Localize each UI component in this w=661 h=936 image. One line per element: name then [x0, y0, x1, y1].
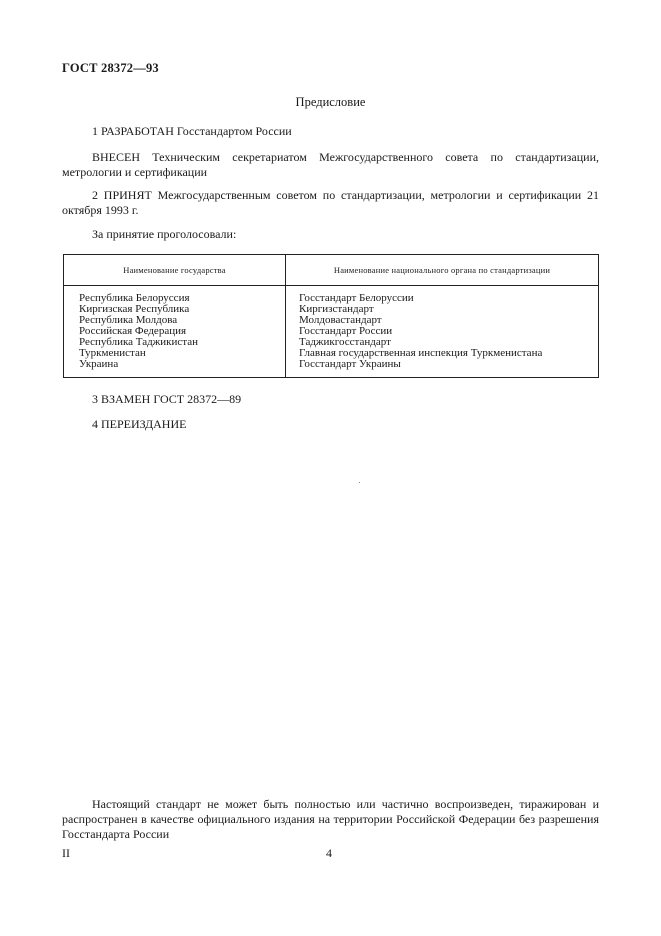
table-header-state: Наименование государства — [123, 265, 226, 275]
table-cell-state: Республика Таджикистан — [79, 336, 198, 348]
scan-speck — [359, 482, 360, 483]
table-cell-body: Госстандарт Украины — [299, 358, 401, 370]
document-code: ГОСТ 28372—93 — [62, 61, 159, 75]
paragraph-notice: Настоящий стандарт не может быть полностью или частично воспроизведен, тиражирован и распространен в качестве официального издания на территории Российской Федерации без разрешения Госстандарта России — [62, 797, 599, 841]
table-cell-state: Республика Белоруссия — [79, 292, 190, 304]
table-cell-body: Госстандарт Белоруссии — [299, 292, 414, 304]
table-cell-state: Российская Федерация — [79, 325, 187, 337]
table-cell-state: Украина — [79, 358, 119, 370]
table-cell-body: Молдовастандарт — [299, 314, 382, 326]
paragraph-voted: За принятие проголосовали: — [92, 227, 237, 241]
footer-page-number: 4 — [326, 846, 332, 860]
table-cell-body: Главная государственная инспекция Туркменистана — [299, 347, 543, 359]
paragraph-introduced: ВНЕСЕН Техническим секретариатом Межгосударственного совета по стандартизации, метрологии и сертификации — [62, 150, 599, 179]
table-cell-state: Киргизская Республика — [79, 303, 190, 315]
paragraph-reissue: 4 ПЕРЕИЗДАНИЕ — [92, 417, 187, 431]
table-cell-state: Республика Молдова — [79, 314, 178, 326]
paragraph-adopted: 2 ПРИНЯТ Межгосударственным советом по стандартизации, метрологии и сертификации 21 октября 1993 г. — [62, 188, 599, 217]
paragraph-developed: 1 РАЗРАБОТАН Госстандартом России — [92, 124, 292, 138]
table-cell-state: Туркменистан — [79, 347, 146, 359]
table-header-divider — [64, 285, 598, 286]
table-cell-body: Таджикгосстандарт — [299, 336, 391, 348]
table-column-bodies — [299, 293, 542, 370]
footer-roman-page: II — [62, 846, 70, 860]
table-cell-body: Госстандарт России — [299, 325, 393, 337]
paragraph-replaces: 3 ВЗАМЕН ГОСТ 28372—89 — [92, 392, 242, 406]
voting-table — [63, 254, 599, 378]
table-header-body: Наименование национального органа по стандартизации — [333, 265, 551, 275]
table-column-states — [79, 293, 198, 370]
section-title: Предисловие — [295, 95, 366, 109]
table-cell-body: Киргизстандарт — [299, 303, 374, 315]
